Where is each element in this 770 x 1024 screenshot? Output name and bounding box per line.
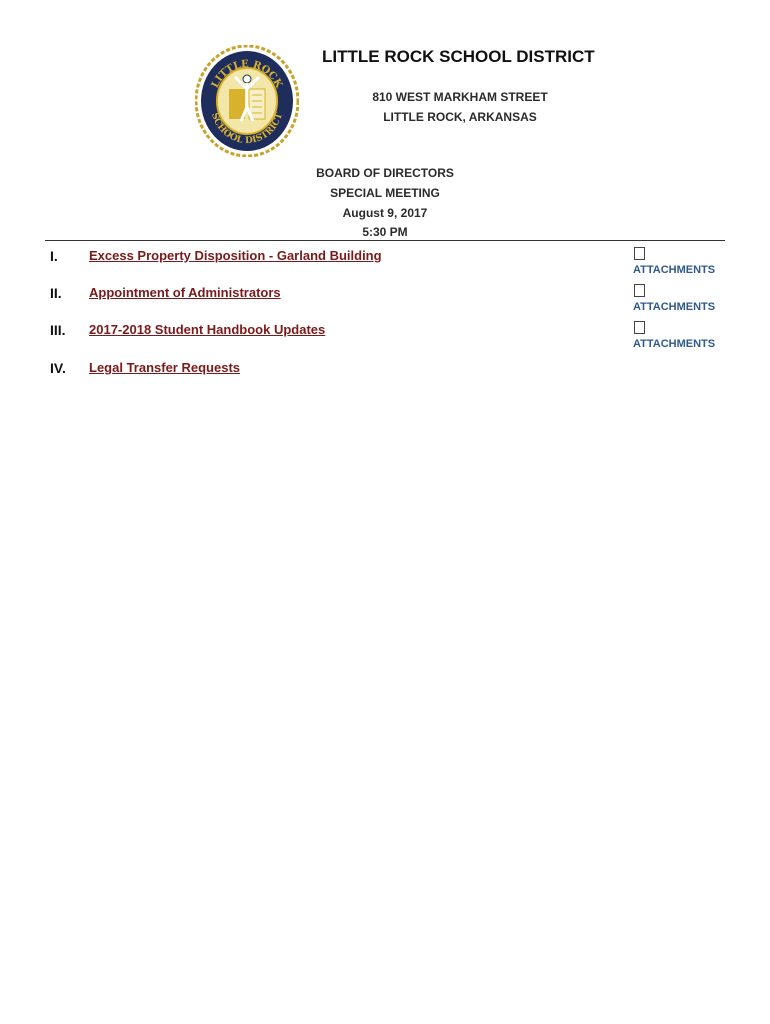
agenda-item-link[interactable]: 2017-2018 Student Handbook Updates (89, 322, 326, 337)
agenda-item (50, 248, 650, 272)
agenda-item (50, 285, 650, 309)
agenda-item-link[interactable]: Excess Property Disposition - Garland Building (89, 248, 382, 263)
agenda-item-number: IV. (50, 360, 66, 376)
attachments-control[interactable] (630, 284, 725, 318)
header-divider (45, 240, 725, 241)
agenda-item-link[interactable]: Legal Transfer Requests (89, 360, 240, 375)
district-seal-logo (195, 45, 299, 157)
attachment-checkbox[interactable] (634, 321, 645, 334)
agenda-item-link[interactable]: Appointment of Administrators (89, 285, 281, 300)
address-street: 810 WEST MARKHAM STREET (372, 90, 548, 104)
attachments-link[interactable]: ATTACHMENTS (633, 338, 716, 350)
agenda-item-number: I. (50, 248, 58, 264)
attachments-link[interactable]: ATTACHMENTS (633, 264, 716, 276)
seal-bottom-text: SCHOOL DISTRICT (209, 111, 286, 147)
seal-top-text: LITTLE ROCK (209, 58, 285, 90)
attachments-link[interactable]: ATTACHMENTS (633, 301, 716, 313)
meeting-type: SPECIAL MEETING (330, 186, 440, 200)
attachments-control[interactable] (630, 321, 725, 355)
district-name-heading: LITTLE ROCK SCHOOL DISTRICT (322, 47, 595, 66)
meeting-date: August 9, 2017 (342, 206, 428, 220)
attachments-control[interactable] (630, 247, 725, 281)
meeting-body: BOARD OF DIRECTORS (316, 166, 454, 180)
agenda-item-number: III. (50, 322, 66, 338)
attachment-checkbox[interactable] (634, 247, 645, 260)
agenda-item (50, 322, 650, 346)
agenda-item (50, 360, 650, 384)
address-city: LITTLE ROCK, ARKANSAS (383, 110, 537, 124)
attachment-checkbox[interactable] (634, 284, 645, 297)
meeting-time: 5:30 PM (362, 225, 408, 239)
agenda-item-number: II. (50, 285, 62, 301)
